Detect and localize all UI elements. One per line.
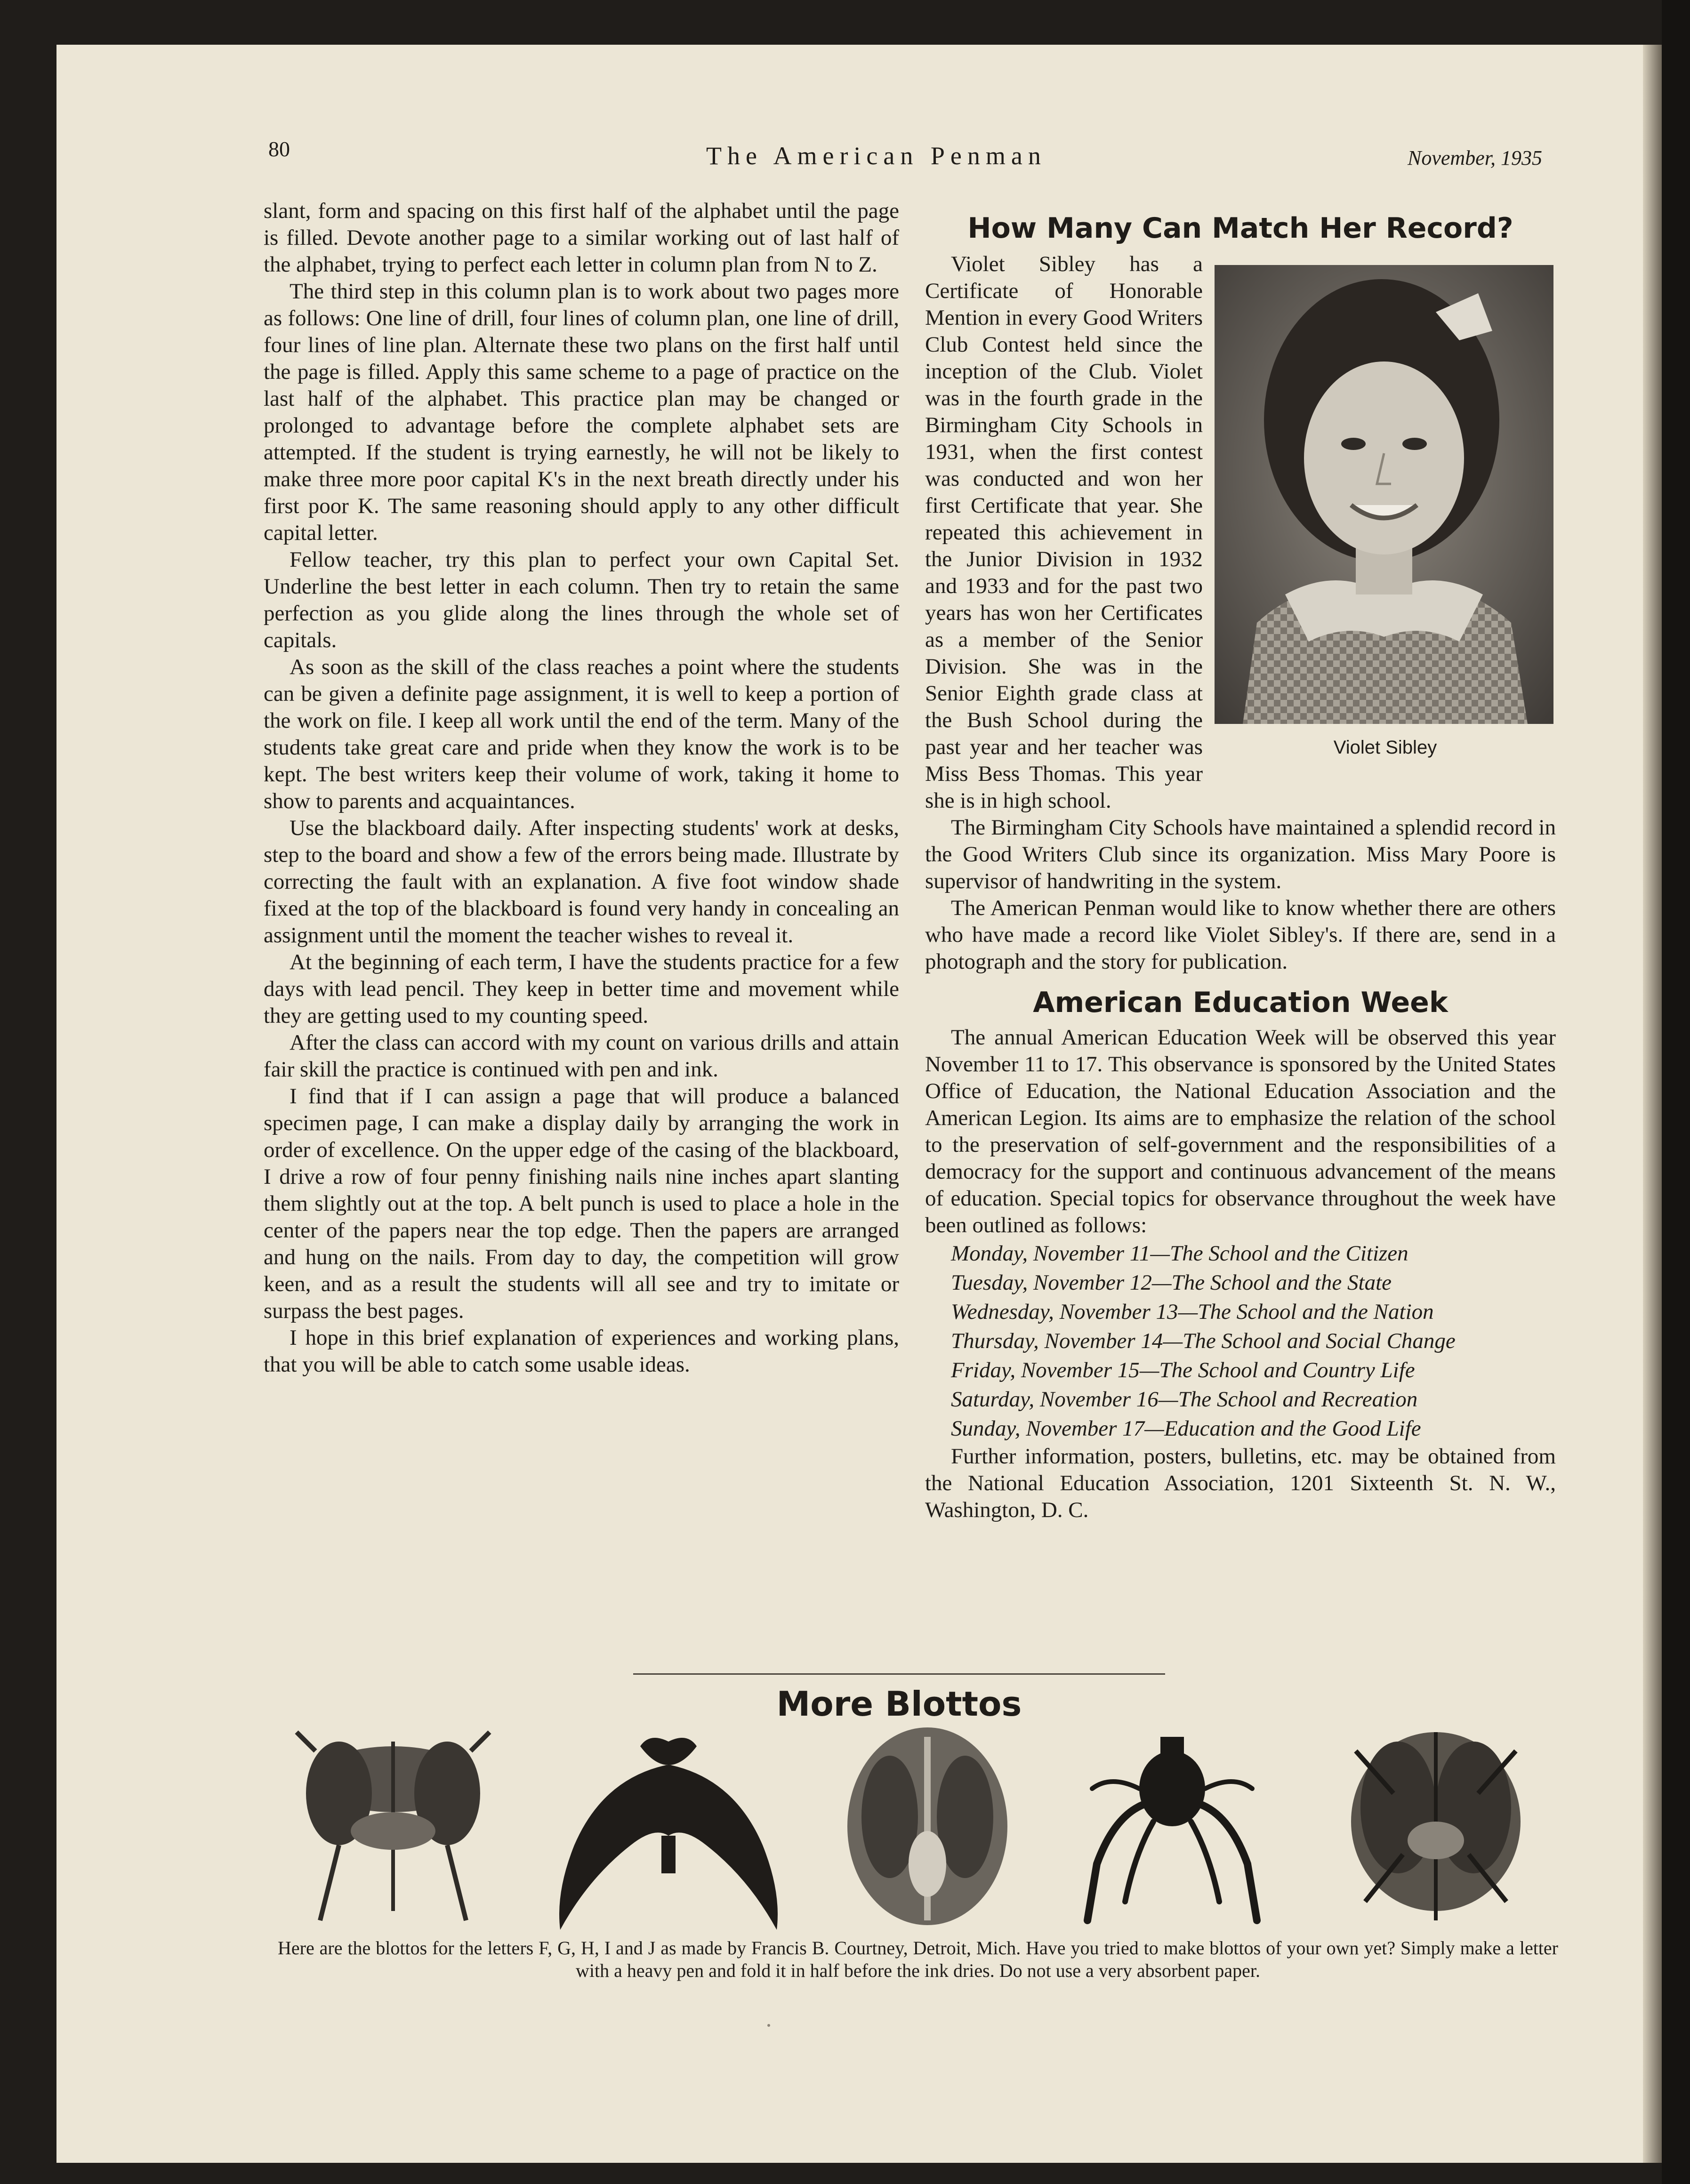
portrait-photo (1215, 265, 1553, 724)
paragraph: Violet Sibley has a Certificate of Honorable Mention in every Good Writers Club Contest held since the inception of the Club. Violet was in the fourth grade in the Birmingham City Schools in 1931, when the first contest was conducted and won her first Certificate that year. She repeated this achievement in the Junior Division in 1932 and 1933 and for the past two years has won her Certificates as a member of the Senior Division. She was in the Senior Eighth grade class at the Bush School during the past year and her teacher was Miss Bess Thomas. This year she is in high school. (925, 252, 1203, 813)
photo-figure (1215, 265, 1556, 758)
blottos-row (273, 1723, 1563, 1939)
paragraph: slant, form and spacing on this first half of the alphabet until the page is filled. Devote another page to a similar working out of last half of the alphabet, trying to perfect each letter in column plan from N to Z. (264, 199, 899, 277)
ink-blot-f (282, 1723, 504, 1935)
topic-line: Thursday, November 14—The School and Social Change (951, 1329, 1456, 1353)
paragraph: Fellow teacher, try this plan to perfect your own Capital Set. Underline the best letter in each column. Then try to retain the same perfection as you glide along the lines through the whole set of capitals. (264, 547, 899, 652)
paragraph: I hope in this brief explanation of experiences and working plans, that you will be able to catch some usable ideas. (264, 1325, 899, 1377)
paragraph: The Birmingham City Schools have maintained a splendid record in the Good Writers Club since its organization. Miss Mary Poore is supervisor of handwriting in the system. (925, 815, 1556, 893)
page-edge-shadow (1643, 45, 1662, 2163)
topic-line: Monday, November 11—The School and the Citizen (951, 1241, 1408, 1266)
topic-line: Wednesday, November 13—The School and the Nation (951, 1300, 1434, 1324)
book-spine (1662, 0, 1690, 2184)
ink-blot-g (546, 1723, 791, 1935)
page-number: 80 (268, 137, 290, 161)
page-mark (767, 2024, 770, 2027)
masthead: The American Penman (706, 142, 1046, 170)
paragraph: Further information, posters, bulletins, etc. may be obtained from the National Education Association, 1201 Sixteenth St. N. W., Washington, D. C. (925, 1444, 1556, 1522)
topic-line: Saturday, November 16—The School and Recreation (951, 1387, 1418, 1412)
paragraph: As soon as the skill of the class reaches a point where the students can be given a definite page assignment, it is well to keep a portion of the work on file. I keep all work until the end of the term. Many of the students take great care and pride when they know the work is to be kept. The best writers keep their volume of work, taking it home to show to parents and acquaintances. (264, 655, 899, 813)
issue-date: November, 1935 (1408, 146, 1542, 169)
education-article-title: American Education Week (1033, 986, 1448, 1019)
paragraph: The annual American Education Week will be observed this year November 11 to 17. This observance is sponsored by the United States Office of Education, the National Education Association and the American Legion. Its aims are to emphasize the relation of the school to the preservation of self-government and the responsibilities of a democracy for the support and continuous advancement of the means of education. Special topics for observance throughout the week have been outlined as follows: (925, 1025, 1556, 1237)
blottos-caption: Here are the blottos for the letters F, G, H, I and J as made by Francis B. Courtney, Detroit, Mich. Have you tried to make blottos of your own yet? Simply make a letter with a heavy pen and fold it in half before the ink dries. Do not use a very absorbent paper. (278, 1937, 1558, 1981)
paragraph: I find that if I can assign a page that will produce a balanced specimen page, I can make a display daily by arranging the work in order of excellence. On the upper edge of the casing of the blackboard, I drive a row of four penny finishing nails nine inches apart slanting them slightly out at the top. A belt punch is used to place a hole in the center of the papers near the top edge. Then the papers are arranged and hung on the nails. From day to day, the competition will grow keen, and as a result the students will all see and try to imitate or surpass the best pages. (264, 1084, 899, 1323)
paragraph: Use the blackboard daily. After inspecting students' work at desks, step to the board and show a few of the errors being made. Illustrate by correcting the fault with an explanation. A five foot window shade fixed at the top of the blackboard is found very handy in concealing an assignment until the moment the teacher wishes to reveal it. (264, 816, 899, 947)
ink-blot-h (843, 1723, 1012, 1935)
paragraph: The American Penman would like to know whether there are others who have made a record like Violet Sibley's. If there are, send in a photograph and the story for publication. (925, 896, 1556, 974)
topic-line: Friday, November 15—The School and Country Life (951, 1358, 1415, 1382)
paragraph: After the class can accord with my count on various drills and attain fair skill the practice is continued with pen and ink. (264, 1030, 899, 1082)
record-article-title: How Many Can Match Her Record? (967, 212, 1513, 245)
left-column (264, 198, 899, 1378)
topic-line: Tuesday, November 12—The School and the State (951, 1270, 1392, 1295)
topic-line: Sunday, November 17—Education and the Good Life (951, 1416, 1421, 1441)
paragraph: The third step in this column plan is to work about two pages more as follows: One line of drill, four lines of column plan, one line of drill, four lines of line plan. Alternate these two plans on the first half until the page is filled. Apply this same scheme to a page of practice on the last half of the alphabet. This practice plan may be changed or prolonged to advantage before the complete alphabet sets are attempted. If the student is trying earnestly, he will not be likely to make three more poor capital K's in the next breath directly under his first poor K. The same reasoning should apply to any other difficult capital letter. (264, 279, 899, 545)
ink-blot-i (1073, 1723, 1271, 1935)
right-column (925, 209, 1556, 1524)
ink-blot-j (1337, 1723, 1535, 1935)
section-rule (633, 1673, 1165, 1675)
photo-caption: Violet Sibley (1333, 737, 1437, 758)
paragraph: At the beginning of each term, I have the students practice for a few days with lead pencil. They keep in better time and movement while they are getting used to my counting speed. (264, 950, 899, 1028)
blottos-title: More Blottos (776, 1684, 1022, 1724)
